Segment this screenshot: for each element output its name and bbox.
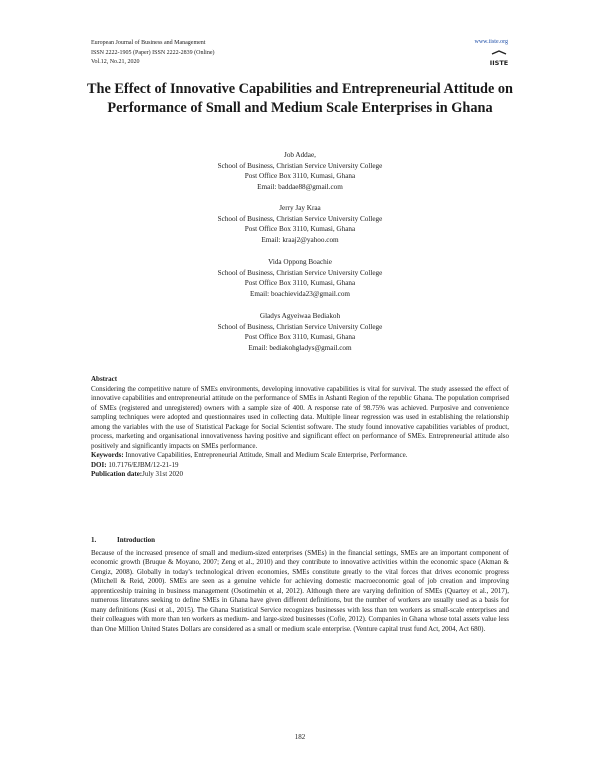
keywords-text: Innovative Capabilities, Entrepreneurial Attitude, Small and Medium Scale Enterprise, Performance.: [125, 451, 408, 459]
author-address: Post Office Box 3110, Kumasi, Ghana: [244, 172, 356, 180]
section-heading: [91, 536, 509, 546]
author-name: Vida Oppong Boachie: [268, 258, 332, 266]
section-body: Because of the increased presence of small and medium-sized enterprises (SMEs) in the financial settings, SMEs are an important component of economic growth (Bruque & Moyano, 2007; Zeng et al., 2010) and they contribute to innovative activities within the economic space (Akman & Cengiz, 2008). Globally in today's technological driven economies, SMEs constitute greatly to the vital forces that drives economic progress (Mitchell & Reid, 2000). SMEs are seen as a genuine vehicle for achieving domestic macroeconomic goal of job creation and improving apprenticeship training in business management (Osotimehin et al, 2012). Although there are varying definition of SMEs (Quartey et al., 2017), numerous literatures seeking to define SMEs in Ghana have given different definitions, but the number of workers are usually used as a basis for many definitions (Kusi et al., 2015). The Ghana Statistical Service recognizes businesses with less than ten workers as small-scale enterprises and their colleagues with more than ten workers as medium- and large-sized businesses (Cofie, 2012). Companies in Ghana whose total assets value less than One Million United States Dollars are considered as a small or medium scale enterprise. (Venture capital trust fund Act, 2004, Act 680).: [91, 548, 509, 633]
abstract-body: Considering the competitive nature of SMEs environments, developing innovative capabilities is vital for survival. The study assessed the effect of innovative capabilities and entrepreneurial attitude on the performance of SMEs in Ashanti Region of the republic Ghana. The population comprised of SMEs (registered and unregistered) owners with a sample size of 400. A response rate of 98.75% was achieved. Purposive and convenience sampling techniques were adopted and questionnaires used in collecting data. Multiple linear regression was used in establishing the relationship among the variables with the use of Statistical Package for Social Scientist software. The study found innovative capabilities variables of product, process, marketing and organisational innovativeness having positive and significant effect on performance of SMEs. Entrepreneurial attitude also positively and significantly impacts on SMEs performance.: [91, 384, 509, 450]
author-block: [120, 257, 480, 299]
author-block: [120, 150, 480, 192]
section-title: Introduction: [117, 536, 155, 544]
doi-label: DOI:: [91, 460, 107, 469]
journal-header: [91, 39, 215, 68]
author-address: Post Office Box 3110, Kumasi, Ghana: [244, 279, 356, 287]
author-affiliation: School of Business, Christian Service University College: [217, 322, 383, 331]
author-block: [120, 311, 480, 353]
author-block: [120, 203, 480, 245]
keywords-label: Keywords:: [91, 451, 124, 459]
journal-url-link[interactable]: www.iiste.org: [474, 39, 508, 45]
author-email: Email: bediakohgladys@gmail.com: [248, 343, 352, 352]
author-affiliation: School of Business, Christian Service University College: [217, 161, 383, 170]
pubdate-value: July 31st 2020: [142, 470, 183, 478]
abstract-heading: Abstract: [91, 375, 118, 383]
author-name: Jerry Jay Kraa: [279, 204, 321, 212]
abstract-section: [91, 375, 509, 480]
author-email: Email: kraaj2@yahoo.com: [261, 235, 339, 244]
journal-name: European Journal of Business and Management: [91, 40, 206, 46]
iiste-logo-icon: [489, 50, 509, 70]
logo-text: IISTE: [489, 59, 509, 67]
author-name: Job Addae,: [284, 151, 316, 159]
keywords-line: [91, 451, 509, 461]
doi-value[interactable]: 10.7176/EJBM/12-21-19: [108, 460, 179, 469]
doi-line: [91, 461, 509, 471]
section-number: 1.: [91, 536, 97, 544]
author-email: Email: boachievida23@gmail.com: [249, 289, 351, 298]
journal-volume: Vol.12, No.21, 2020: [91, 59, 140, 65]
pubdate-line: [91, 470, 509, 480]
author-name: Gladys Agyeiwaa Bediakoh: [259, 312, 341, 320]
author-address: Post Office Box 3110, Kumasi, Ghana: [244, 225, 356, 233]
author-address: Post Office Box 3110, Kumasi, Ghana: [244, 333, 356, 341]
paper-title: The Effect of Innovative Capabilities and Entrepreneurial Attitude on Performance of Small and Medium Scale Enterprises in Ghana: [86, 81, 513, 116]
author-email: Email: baddae88@gmail.com: [257, 182, 343, 191]
author-affiliation: School of Business, Christian Service University College: [217, 214, 383, 223]
introduction-section: [91, 536, 509, 634]
journal-issn: ISSN 2222-1905 (Paper) ISSN 2222-2839 (Online): [91, 49, 215, 56]
page-number: 182: [294, 733, 306, 741]
author-affiliation: School of Business, Christian Service University College: [217, 268, 383, 277]
pubdate-label: Publication date:: [91, 470, 143, 478]
